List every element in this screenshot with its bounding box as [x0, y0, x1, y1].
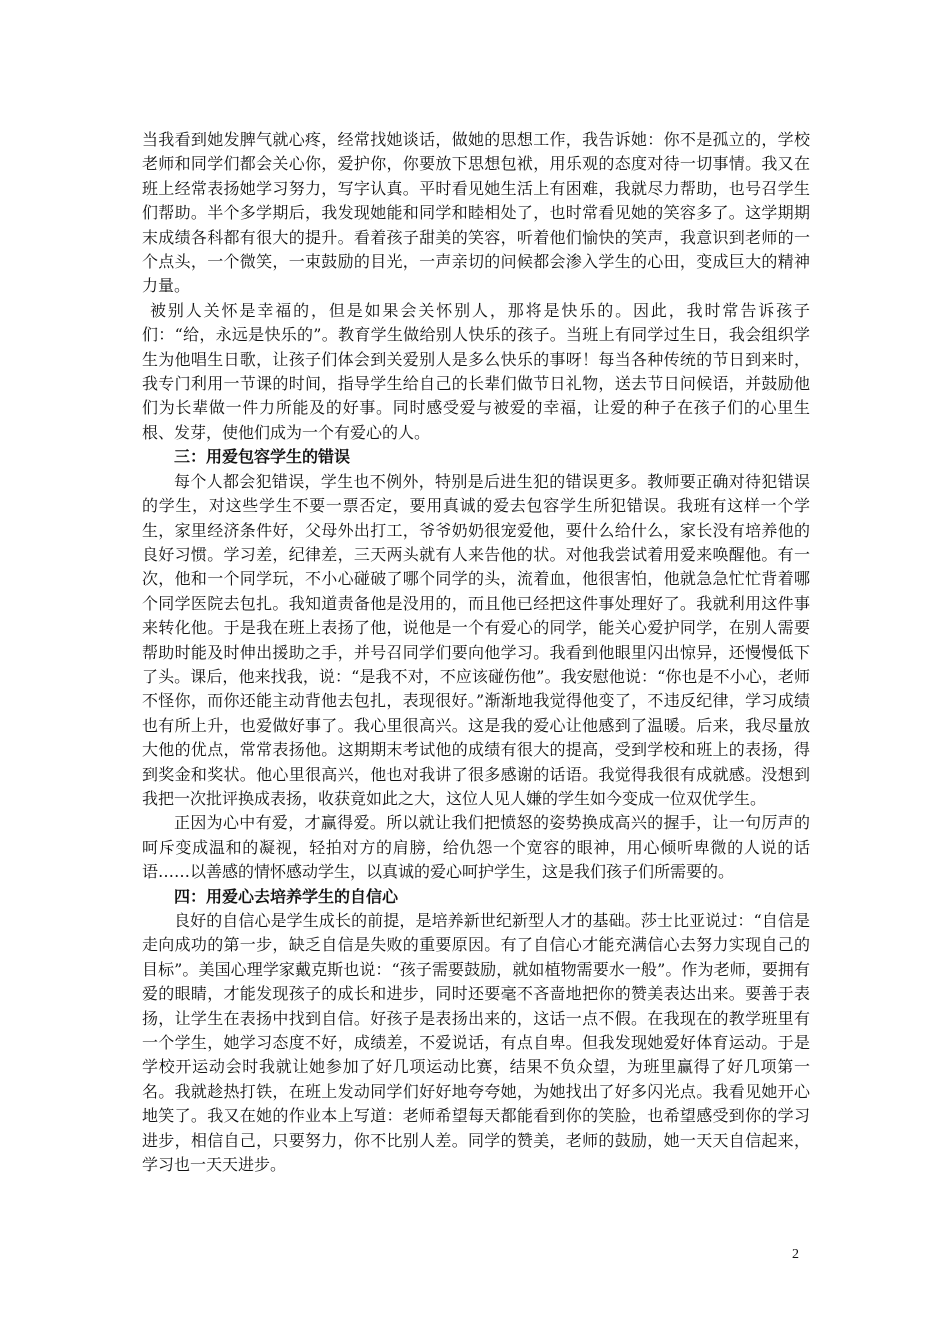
paragraph-1: 当我看到她发脾气就心疼，经常找她谈话，做她的思想工作，我告诉她：你不是孤立的，学校老师和同学们都会关心你，爱护你，你要放下思想包袱，用乐观的态度对待一切事情。我又在班上经常表扬她学习努力，写字认真。平时看见她生活上有困难，我就尽力帮助，也号召学生们帮助。半个多学期后，我发现她能和同学和睦相处了，也时常看见她的笑容多了。这学期期末成绩各科都有很大的提升。看着孩子甜美的笑容，听着他们愉快的笑声，我意识到老师的一个点头，一个微笑，一束鼓励的目光，一声亲切的问候都会渗入学生的心田，变成巨大的精神力量。 — [142, 130, 810, 296]
paragraph-5: 良好的自信心是学生成长的前提，是培养新世纪新型人才的基础。莎士比亚说过：“自信是走向成功的第一步，缺乏自信是失败的重要原因。有了自信心才能充满信心去努力实现自己的目标”。美国心理学家戴克斯也说：“孩子需要鼓励，就如植物需要水一般”。作为老师，要拥有爱的眼睛，才能发现孩子的成长和进步，同时还要毫不吝啬地把你的赞美表达出来。要善于表扬，让学生在表扬中找到自信。好孩子是表扬出来的，这话一点不假。在我现在的教学班里有一个学生，她学习态度不好，成绩差，不爱说话，有点自卑。但我发现她爱好体育运动。于是学校开运动会时我就让她参加了好几项运动比赛，结果不负众望，为班里赢得了好几项第一名。我就趁热打铁，在班上发动同学们好好地夸夸她，为她找出了好多闪光点。我看见她开心地笑了。我又在她的作业本上写道：老师希望每天都能看到你的笑脸，也希望感受到你的学习进步，相信自己，只要努力，你不比别人差。同学的赞美，老师的鼓励，她一天天自信起来，学习也一天天进步。 — [142, 911, 810, 1175]
paragraph-2: 被别人关怀是幸福的，但是如果会关怀别人，那将是快乐的。因此，我时常告诉孩子们：“给，永远是快乐的”。教育学生做给别人快乐的孩子。当班上有同学过生日，我会组织学生为他唱生日歌，让孩子们体会到关爱别人是多么快乐的事呀！每当各种传统的节日到来时，我专门利用一节课的时间，指导学生给自己的长辈们做节日礼物，送去节日问候语，并鼓励他们为长辈做一件力所能及的好事。同时感受爱与被爱的幸福，让爱的种子在孩子们的心里生根、发芽，使他们成为一个有爱心的人。 — [142, 300, 810, 442]
section-heading-3: 三：用爱包容学生的错误 — [174, 447, 351, 467]
document-body — [142, 128, 810, 1177]
section-heading-4: 四：用爱心去培养学生的自信心 — [174, 886, 399, 906]
page-number: 2 — [792, 1247, 799, 1262]
paragraph-4: 正因为心中有爱，才赢得爱。所以就让我们把愤怒的姿势换成高兴的握手，让一句厉声的呵斥变成温和的凝视，轻拍对方的肩膀，给仇怨一个宽容的眼神，用心倾听卑微的人说的话语……以善感的情怀感动学生，以真诚的爱心呵护学生，这是我们孩子们所需要的。 — [142, 813, 810, 882]
paragraph-3: 每个人都会犯错误，学生也不例外，特别是后进生犯的错误更多。教师要正确对待犯错误的学生，对这些学生不要一票否定，要用真诚的爱去包容学生所犯错误。我班有这样一个学生，家里经济条件好，父母外出打工，爷爷奶奶很宠爱他，要什么给什么，家长没有培养他的良好习惯。学习差，纪律差，三天两头就有人来告他的状。对他我尝试着用爱来唤醒他。有一次，他和一个同学玩，不小心碰破了哪个同学的头，流着血，他很害怕，他就急急忙忙背着哪个同学医院去包扎。我知道责备他是没用的，而且他已经把这件事处理好了。我就利用这件事来转化他。于是我在班上表扬了他，说他是一个有爱心的同学，能关心爱护同学，在别人需要帮助时能及时伸出援助之手，并号召同学们要向他学习。我看到他眼里闪出惊异，还慢慢低下了头。课后，他来找我，说：“是我不对，不应该碰伤他”。我安慰他说：“你也是不小心，老师不怪你，而你还能主动背他去包扎，表现很好。”渐渐地我觉得他变了，不违反纪律，学习成绩也有所上升，也爱做好事了。我心里很高兴。这是我的爱心让他感到了温暖。后来，我尽量放大他的优点，常常表扬他。这期期末考试他的成绩有很大的提高，受到学校和班上的表扬，得到奖金和奖状。他心里很高兴，他也对我讲了很多感谢的话语。我觉得我很有成就感。没想到我把一次批评换成表扬，收获竟如此之大，这位人见人嫌的学生如今变成一位双优学生。 — [142, 471, 810, 808]
